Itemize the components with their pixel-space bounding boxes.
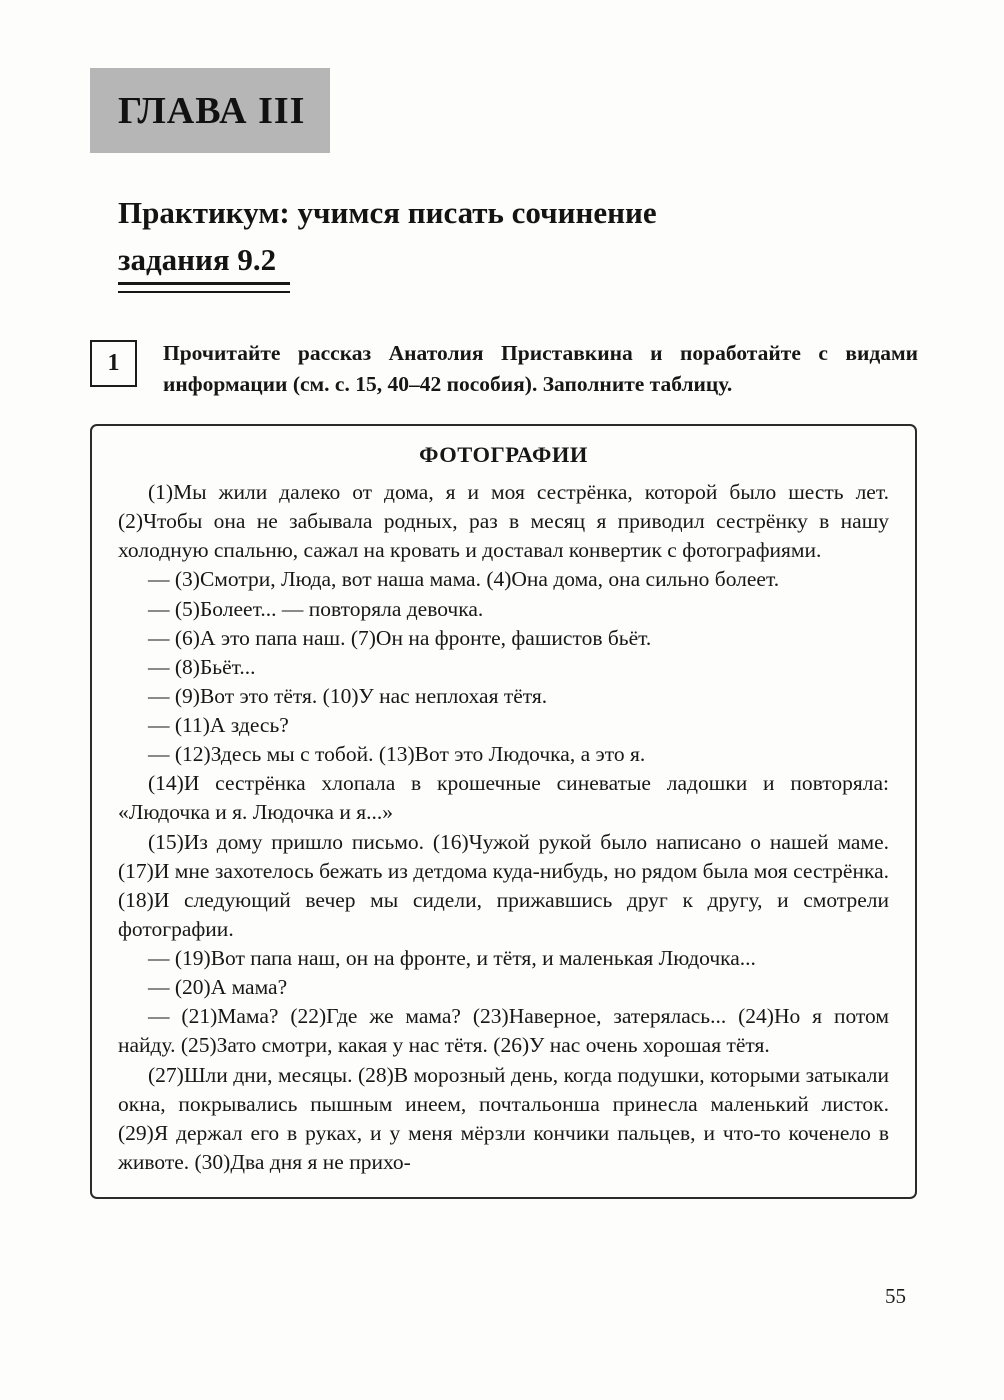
story-paragraph: — (3)Смотри, Люда, вот наша мама. (4)Она дома, она сильно болеет. xyxy=(148,567,780,592)
story-paragraph: — (19)Вот папа наш, он на фронте, и тётя, и маленькая Людочка... xyxy=(148,946,756,970)
story-paragraph: — (8)Бьёт... xyxy=(148,654,256,679)
task-number: 1 xyxy=(107,350,120,376)
story-paragraph: — (5)Болеет... — повторяла девочка. xyxy=(148,596,484,621)
story-paragraph: (1)Мы жили далеко от дома, я и моя сестрёнка, которой было шесть лет. (2)Чтобы она не забывала родных, раз в месяц я приводил сестрёнку в нашу холодную спальню, сажал на кровать и доставал конвертик с фотографиями. xyxy=(118,480,889,563)
task-instruction: Прочитайте рассказ Анатолия Приставкина и поработайте с видами информации (см. с. 15, 40–42 пособия). Заполните таблицу. xyxy=(163,341,918,397)
page-title-line-2: задания 9.2 xyxy=(118,237,276,296)
story-paragraph: (15)Из дому пришло письмо. (16)Чужой рукой было написано о нашей маме. (17)И мне захотелось бежать из детдома куда-нибудь, но рядом была моя сестрёнка. (18)И следующий вечер мы сидели, прижавшись друг к другу, и смотрели фотографии. xyxy=(118,829,889,941)
story-paragraph: — (11)А здесь? xyxy=(148,713,289,737)
chapter-header-box xyxy=(90,68,330,153)
story-box xyxy=(90,424,917,1199)
story-paragraph: — (20)А мама? xyxy=(148,975,288,1000)
task-block xyxy=(90,338,918,400)
story-paragraph: — (6)А это папа наш. (7)Он на фронте, фашистов бьёт. xyxy=(148,625,652,650)
story-paragraph: (14)И сестрёнка хлопала в крошечные синеватые ладошки и повторяла: «Людочка и я. Людочка и я...» xyxy=(118,771,889,825)
story-paragraph: (27)Шли дни, месяцы. (28)В морозный день, когда подушки, которыми затыкали окна, покрывались пышным инеем, почтальонша принесла маленький листок. (29)Я держал его в руках, и у меня мёрзли кончики пальцев, и что-то коченело в животе. (30)Два дня я не прихо- xyxy=(118,1062,889,1174)
task-number-box xyxy=(90,340,137,387)
page-title-line-1: Практикум: учимся писать сочинение xyxy=(118,195,657,230)
story-paragraph: — (9)Вот это тётя. (10)У нас неплохая тётя. xyxy=(148,683,548,708)
story-paragraph: — (21)Мама? (22)Где же мама? (23)Наверное, затерялась... (24)Но я потом найду. (25)Зато смотри, какая у нас тётя. (26)У нас очень хорошая тётя. xyxy=(118,1004,889,1058)
page-title xyxy=(118,190,918,295)
chapter-label: ГЛАВА III xyxy=(118,89,306,132)
story-paragraph: — (12)Здесь мы с тобой. (13)Вот это Людочка, а это я. xyxy=(148,742,646,767)
story-title: ФОТОГРАФИИ xyxy=(419,442,588,467)
page-number: 55 xyxy=(885,1284,906,1308)
